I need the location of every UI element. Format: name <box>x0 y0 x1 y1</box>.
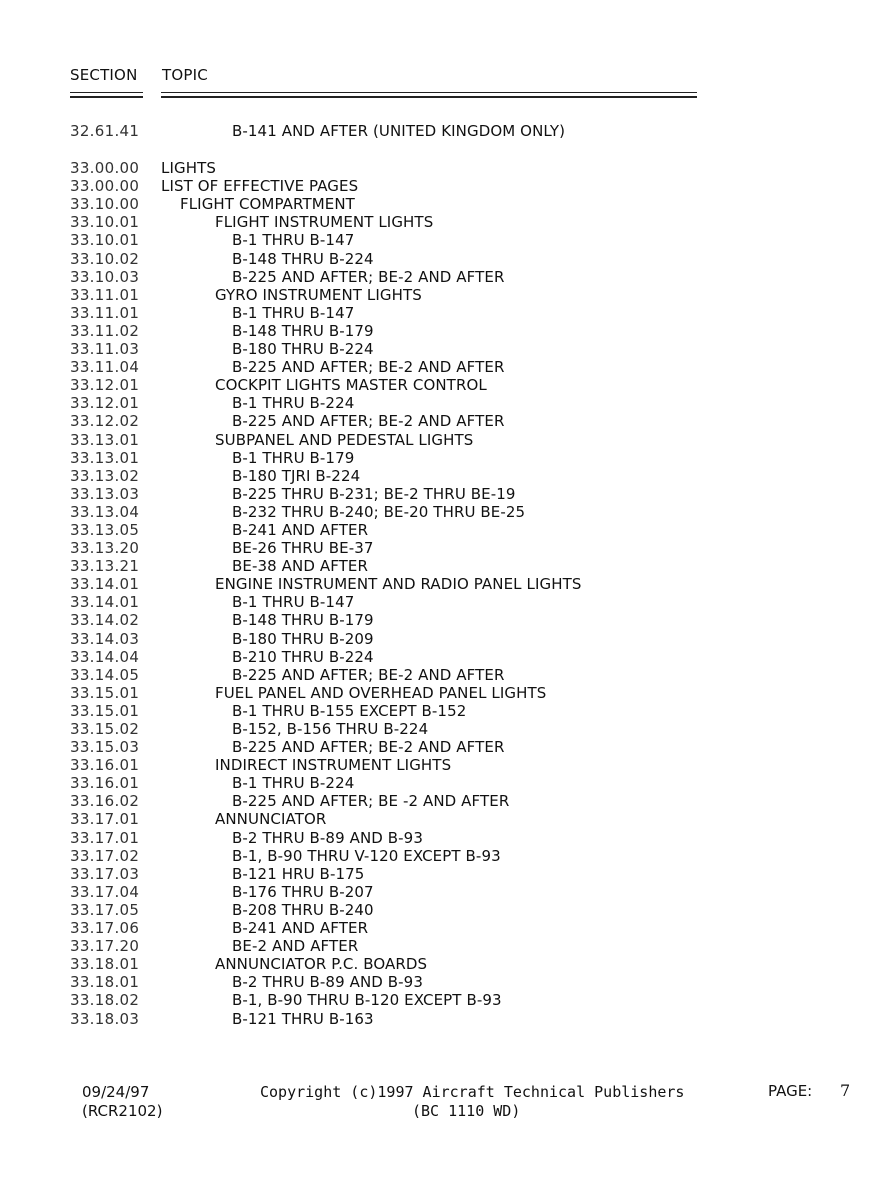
section-number: 33.16.01 <box>70 774 140 793</box>
topic-text: B-225 AND AFTER; BE-2 AND AFTER <box>232 358 505 377</box>
list-item <box>0 684 884 702</box>
footer-date: 09/24/97 <box>82 1083 150 1101</box>
list-item <box>0 557 884 575</box>
topic-text: B-148 THRU B-179 <box>232 321 374 340</box>
topic-text: B-1 THRU B-155 EXCEPT B-152 <box>232 701 467 720</box>
list-item <box>0 919 884 937</box>
list-item <box>0 593 884 611</box>
section-number: 32.61.41 <box>70 122 140 140</box>
topic-text: GYRO INSTRUMENT LIGHTS <box>215 285 422 304</box>
topic-text: ENGINE INSTRUMENT AND RADIO PANEL LIGHTS <box>215 575 582 594</box>
list-item <box>0 449 884 467</box>
topic-text: B-1 THRU B-147 <box>232 231 355 250</box>
topic-text: B-1 THRU B-147 <box>232 593 355 612</box>
section-number: 33.10.01 <box>70 231 140 250</box>
section-number: 33.18.01 <box>70 973 140 992</box>
list-item <box>0 358 884 376</box>
section-number: 33.12.02 <box>70 412 140 431</box>
list-item <box>0 231 884 249</box>
list-item <box>0 286 884 304</box>
list-item <box>0 575 884 593</box>
section-number: 33.16.02 <box>70 792 140 811</box>
table-of-contents-list <box>0 122 884 1028</box>
section-number: 33.11.04 <box>70 358 140 377</box>
topic-text: COCKPIT LIGHTS MASTER CONTROL <box>215 376 487 395</box>
topic-text: LIGHTS <box>161 159 216 178</box>
list-item <box>0 268 884 286</box>
list-item <box>0 792 884 810</box>
topic-text: B-1, B-90 THRU V-120 EXCEPT B-93 <box>232 846 501 865</box>
section-number: 33.15.01 <box>70 683 140 702</box>
topic-text: B-121 HRU B-175 <box>232 864 365 883</box>
list-item <box>0 503 884 521</box>
list-item <box>0 973 884 991</box>
list-item <box>0 304 884 322</box>
topic-text: B-225 AND AFTER; BE-2 AND AFTER <box>232 738 505 757</box>
section-number: 33.10.01 <box>70 213 140 232</box>
list-item <box>0 394 884 412</box>
list-item <box>0 883 884 901</box>
section-number: 33.15.03 <box>70 738 140 757</box>
list-item <box>0 648 884 666</box>
list-item <box>0 630 884 648</box>
topic-text: B-2 THRU B-89 AND B-93 <box>232 828 423 847</box>
topic-text: LIST OF EFFECTIVE PAGES <box>161 177 359 196</box>
section-number: 33.17.05 <box>70 900 140 919</box>
section-number: 33.17.04 <box>70 882 140 901</box>
section-number: 33.17.02 <box>70 846 140 865</box>
footer-page-number: 7 <box>840 1081 851 1100</box>
topic-column-header: TOPIC <box>162 66 208 84</box>
section-number: 33.17.01 <box>70 810 140 829</box>
section-number: 33.12.01 <box>70 394 140 413</box>
section-number: 33.13.01 <box>70 430 140 449</box>
topic-text: B-148 THRU B-224 <box>232 249 374 268</box>
section-number: 33.13.20 <box>70 539 140 558</box>
topic-text: B-225 AND AFTER; BE-2 AND AFTER <box>232 267 505 286</box>
list-item <box>0 485 884 503</box>
list-item <box>0 250 884 268</box>
topic-text: B-121 THRU B-163 <box>232 1009 374 1028</box>
list-item <box>0 991 884 1009</box>
list-item <box>0 702 884 720</box>
list-item <box>0 955 884 973</box>
list-item <box>0 376 884 394</box>
topic-text: B-232 THRU B-240; BE-20 THRU BE-25 <box>232 502 526 521</box>
section-number: 33.14.02 <box>70 611 140 630</box>
topic-text: B-225 AND AFTER; BE-2 AND AFTER <box>232 412 505 431</box>
section-number: 33.12.01 <box>70 376 140 395</box>
list-item <box>0 431 884 449</box>
topic-text: B-141 AND AFTER (UNITED KINGDOM ONLY) <box>232 122 566 140</box>
topic-text: BE-2 AND AFTER <box>232 937 359 956</box>
list-item <box>0 756 884 774</box>
section-number: 33.11.03 <box>70 340 140 359</box>
section-number: 33.14.01 <box>70 593 140 612</box>
list-item <box>0 829 884 847</box>
list-item <box>0 901 884 919</box>
topic-text: B-148 THRU B-179 <box>232 611 374 630</box>
topic-text: B-180 TJRI B-224 <box>232 466 361 485</box>
topic-text: B-208 THRU B-240 <box>232 900 374 919</box>
section-number: 33.17.03 <box>70 864 140 883</box>
topic-text: B-1, B-90 THRU B-120 EXCEPT B-93 <box>232 991 502 1010</box>
section-number: 33.16.01 <box>70 756 140 775</box>
topic-text: B-241 AND AFTER <box>232 919 369 938</box>
section-number: 33.15.02 <box>70 720 140 738</box>
topic-header-rule <box>161 92 697 93</box>
topic-text: B-180 THRU B-224 <box>232 340 374 359</box>
list-item <box>0 467 884 485</box>
topic-text: B-210 THRU B-224 <box>232 647 374 666</box>
section-number: 33.13.03 <box>70 484 140 503</box>
topic-text: B-180 THRU B-209 <box>232 629 374 648</box>
list-item <box>0 847 884 865</box>
topic-text: B-176 THRU B-207 <box>232 882 374 901</box>
list-item <box>0 720 884 738</box>
topic-text: FLIGHT COMPARTMENT <box>180 195 355 214</box>
section-number: 33.17.01 <box>70 828 140 847</box>
list-item <box>0 666 884 684</box>
list-item <box>0 122 884 140</box>
section-number: 33.17.20 <box>70 937 140 956</box>
section-number: 33.14.05 <box>70 665 140 684</box>
topic-text: ANNUNCIATOR P.C. BOARDS <box>215 955 428 974</box>
topic-text: SUBPANEL AND PEDESTAL LIGHTS <box>215 430 474 449</box>
section-header-rule-double <box>70 96 143 98</box>
section-number: 33.15.01 <box>70 701 140 720</box>
topic-text: B-152, B-156 THRU B-224 <box>232 720 429 738</box>
footer-page-label: PAGE: <box>768 1082 813 1100</box>
section-number: 33.14.01 <box>70 575 140 594</box>
footer-bc-code: (BC 1110 WD) <box>412 1102 521 1120</box>
topic-text: B-1 THRU B-224 <box>232 774 355 793</box>
topic-text: FLIGHT INSTRUMENT LIGHTS <box>215 213 434 232</box>
section-number: 33.11.01 <box>70 303 140 322</box>
list-item <box>0 611 884 629</box>
section-number: 33.13.01 <box>70 448 140 467</box>
list-item <box>0 195 884 213</box>
section-number: 33.14.04 <box>70 647 140 666</box>
section-number: 33.13.04 <box>70 502 140 521</box>
topic-text: B-1 THRU B-224 <box>232 394 355 413</box>
topic-text: B-241 AND AFTER <box>232 520 369 539</box>
list-item <box>0 738 884 756</box>
list-item <box>0 213 884 231</box>
list-item <box>0 539 884 557</box>
list-item <box>0 1010 884 1028</box>
list-item <box>0 412 884 430</box>
section-header-rule <box>70 92 143 93</box>
section-number: 33.14.03 <box>70 629 140 648</box>
list-item <box>0 937 884 955</box>
section-number: 33.13.21 <box>70 557 140 576</box>
section-number: 33.18.01 <box>70 955 140 974</box>
topic-text: ANNUNCIATOR <box>215 810 327 829</box>
list-item <box>0 340 884 358</box>
list-item <box>0 177 884 195</box>
section-number: 33.18.02 <box>70 991 140 1010</box>
section-number: 33.11.02 <box>70 321 140 340</box>
topic-text: BE-26 THRU BE-37 <box>232 539 374 558</box>
list-item <box>0 774 884 792</box>
section-number: 33.13.02 <box>70 466 140 485</box>
topic-text: B-225 AND AFTER; BE -2 AND AFTER <box>232 792 510 811</box>
topic-text: FUEL PANEL AND OVERHEAD PANEL LIGHTS <box>215 683 547 702</box>
footer-copyright: Copyright (c)1997 Aircraft Technical Publishers <box>260 1083 685 1101</box>
topic-text: INDIRECT INSTRUMENT LIGHTS <box>215 756 452 775</box>
topic-text: BE-38 AND AFTER <box>232 557 369 576</box>
topic-header-rule-double <box>161 96 697 98</box>
section-number: 33.13.05 <box>70 520 140 539</box>
topic-text: B-2 THRU B-89 AND B-93 <box>232 973 423 992</box>
list-item <box>0 322 884 340</box>
topic-text: B-225 AND AFTER; BE-2 AND AFTER <box>232 665 505 684</box>
list-item <box>0 521 884 539</box>
footer-document-code: (RCR2102) <box>82 1102 163 1120</box>
section-column-header: SECTION <box>70 66 138 84</box>
section-number: 33.00.00 <box>70 159 140 178</box>
section-number: 33.18.03 <box>70 1009 140 1028</box>
section-number: 33.00.00 <box>70 177 140 196</box>
list-item <box>0 810 884 828</box>
section-number: 33.10.00 <box>70 195 140 214</box>
section-number: 33.11.01 <box>70 285 140 304</box>
list-item <box>0 865 884 883</box>
topic-text: B-225 THRU B-231; BE-2 THRU BE-19 <box>232 484 516 503</box>
list-item <box>0 159 884 177</box>
section-number: 33.10.02 <box>70 249 140 268</box>
section-number: 33.17.06 <box>70 919 140 938</box>
topic-text: B-1 THRU B-147 <box>232 303 355 322</box>
section-number: 33.10.03 <box>70 267 140 286</box>
topic-text: B-1 THRU B-179 <box>232 448 355 467</box>
